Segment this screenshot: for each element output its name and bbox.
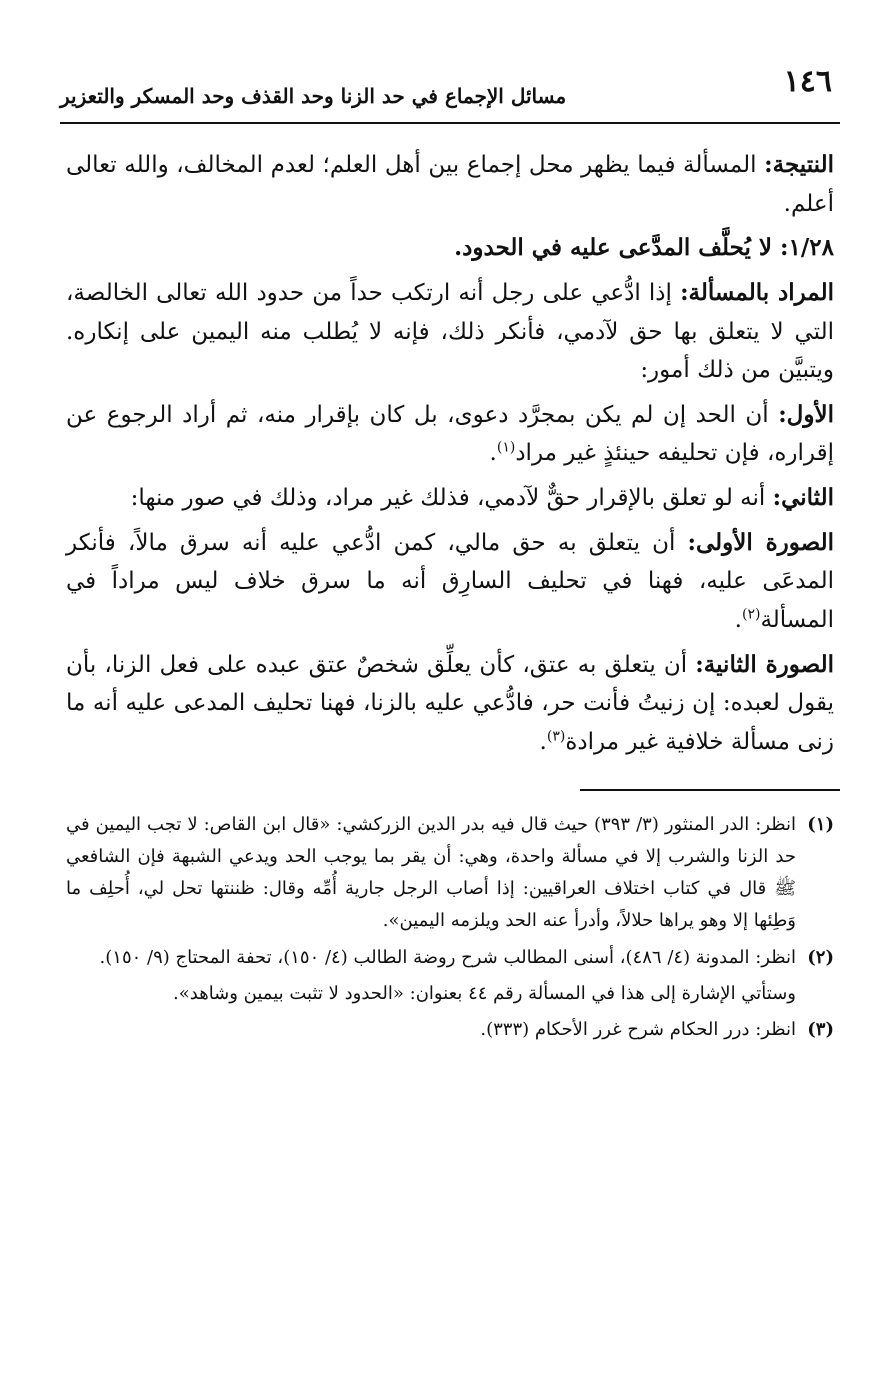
footnote-2-continuation: وستأتي الإشارة إلى هذا في المسألة رقم ٤٤ بعنوان: «الحدود لا تثبت بيمين وشاهد».	[173, 982, 796, 1004]
footnote-number: (١)	[807, 814, 834, 836]
second-point-paragraph	[66, 479, 834, 518]
footnotes-section	[60, 809, 840, 1045]
second-point-label: الثاني:	[772, 484, 834, 511]
main-text	[60, 124, 840, 761]
first-point-text: أن الحد إن لم يكن بمجرَّد دعوى، بل كان بإقرار منه، ثم أراد الرجوع عن إقراره، فإن تحليفه حينئذٍ غير مراد	[66, 401, 834, 467]
footnote-2	[66, 942, 834, 974]
footnote-ref-2[interactable]: (٢)	[741, 606, 761, 623]
footnote-number: (٣)	[807, 1018, 834, 1040]
first-point-label: الأول:	[778, 400, 835, 428]
meaning-paragraph	[66, 274, 834, 390]
result-text: المسألة فيما يظهر محل إجماع بين أهل العلم؛ لعدم المخالف، والله تعالى أعلم.	[66, 152, 834, 217]
form-one-text: أن يتعلق به حق مالي، كمن ادُّعي عليه أنه سرق مالاً، فأنكر المدعَى عليه، فهنا في تحليف السارِق أنه ما سرق خلاف ليس مراداً في المسألة	[66, 529, 834, 633]
meaning-label: المراد بالمسألة:	[680, 278, 834, 306]
second-point-text: أنه لو تعلق بالإقرار حقٌّ لآدمي، فذلك غير مراد، وذلك في صور منها:	[130, 485, 766, 511]
footnote-1	[66, 809, 834, 937]
footnote-number: (٢)	[807, 946, 834, 968]
page-header	[60, 60, 840, 124]
footnote-ref-3[interactable]: (٣)	[546, 728, 566, 745]
page-number: ١٤٦	[783, 64, 832, 99]
running-title: مسائل الإجماع في حد الزنا وحد القذف وحد المسكر والتعزير	[60, 84, 567, 108]
form-two-text: أن يتعلق به عتق، كأن يعلِّق شخصٌ عتق عبده على فعل الزنا، بأن يقول لعبده: إن زنيتُ فأنت حر، فادُّعي عليه بالزنا، فهنا تحليف المدعى عليه أنه ما زنى مسألة خلافية غير مرادة	[66, 651, 834, 755]
footnote-3	[66, 1014, 834, 1046]
form-one-paragraph: الصورة الأولى: أن يتعلق به حق مالي، كمن ادُّعي عليه أنه سرق مالاً، فأنكر المدعَى عليه، فهنا في تحليف السارِق أنه ما سرق خلاف ليس مراداً في المسألة$^{(٢)}$.	[66, 528, 834, 633]
form-two-paragraph: الصورة الثانية: أن يتعلق به عتق، كأن يعلِّق شخصٌ عتق عبده على فعل الزنا، بأن يقول لعبده: إن زنيتُ فأنت حر، فادُّعي عليه بالزنا، فهنا تحليف المدعى عليه أنه ما زنى مسألة خلافية غير مرادة$^{(٣)}$.	[66, 650, 834, 755]
book-page	[60, 60, 840, 1360]
form-one-label: الصورة الأولى:	[687, 528, 834, 556]
form-two-label: الصورة الثانية:	[695, 650, 834, 678]
footnote-text: انظر: المدونة (٤/ ٤٨٦)، أسنى المطالب شرح روضة الطالب (٤/ ١٥٠)، تحفة المحتاج (٩/ ١٥٠).	[99, 946, 796, 968]
footnote-text: انظر: درر الحكام شرح غرر الأحكام (٣٣٣).	[480, 1018, 796, 1040]
footnote-divider	[580, 789, 840, 791]
meaning-text: إذا ادُّعي على رجل أنه ارتكب حداً من حدود الله تعالى الخالصة، التي لا يتعلق بها حق لآدمي، فأنكر ذلك، فإنه لا يُطلب منه اليمين على إنكاره. ويتبيَّن من ذلك أمور:	[66, 279, 834, 384]
result-label: النتيجة:	[764, 151, 835, 178]
footnote-text: انظر: الدر المنثور (٣/ ٣٩٣) حيث قال فيه بدر الدين الزركشي: «قال ابن القاص: لا تجب اليمين في حد الزنا والشرب إلا في مسألة واحدة، وهي: أن يقر بما يوجب الحد ويدعي الشبهة فإن الشافعي ﷺ قال في كتاب اختلاف العراقيين: إذا أصاب الرجل جارية أُمِّه وقال: ظننتها تحل لي، أُحلِف ما وَطِئها إلا وهو يراها حلالاً، وأدرأ عنه الحد ويلزمه اليمين».	[66, 814, 796, 932]
section-heading: ١/٢٨: لا يُحلَّف المدَّعى عليه في الحدود.	[454, 234, 834, 262]
first-point-paragraph: الأول: أن الحد إن لم يكن بمجرَّد دعوى، بل كان بإقرار منه، ثم أراد الرجوع عن إقراره، فإن تحليفه حينئذٍ غير مراد$^{(١)}$.	[66, 400, 835, 467]
footnote-ref-1[interactable]: (١)	[496, 439, 516, 456]
result-paragraph	[66, 146, 834, 223]
